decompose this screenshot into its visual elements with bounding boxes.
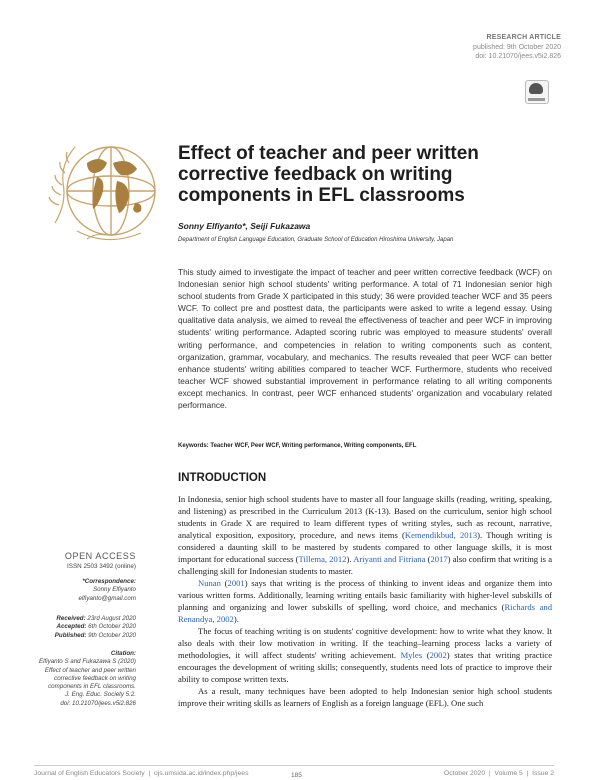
abstract: This study aimed to investigate the impact of teacher and peer written corrective feedback (WCF) on Indonesian senior high school students' writing performance. A total of 71 Indonesian senior high school students from Grade X participated in this study; 36 were provided teacher WCF and 35 peers WCF. To collect pre and posttest data, the participants were asked to write a legend essay. Using qualitative data analysis, we aimed to reveal the effectiveness of teacher and peer WCF in improving students' writing performance. Adapted scoring rubric was employed to measure students' overall writing performance, and competencies in relation to writing components such as content, organization, grammar, vocabulary, and mechanics. The results revealed that peer WCF can better enhance students' writing abilities compared to teacher WCF. Furthermore, students who received teacher WCF showed substantial improvement in performance relating to all writing components except mechanics. In contrast, peer WCF enhanced students' organization and vocabulary related performance. [178, 267, 552, 411]
article-title: Effect of teacher and peer written corrective feedback on writing components in EFL classrooms [178, 143, 479, 206]
footer-divider [34, 765, 554, 766]
article-header [473, 33, 561, 62]
correspondence-email[interactable]: elfiyanto@gmail.com [78, 594, 136, 602]
open-access-label: OPEN ACCESS [64, 551, 136, 561]
received-date: 23rd August 2020 [87, 615, 136, 622]
received-label: Received: [56, 615, 86, 622]
correspondence-label: *Correspondence: [82, 578, 136, 585]
correspondence-name: Sonny Elfiyanto [93, 586, 136, 594]
page-number: 185 [291, 772, 302, 779]
paragraph: Nunan (2001) says that writing is the process of thinking to invent ideas and organize them into various written forms. Additionally, learning writing entails basic familiarity with higher-level subskills of planning and organizing and lower subskills of spelling, word choice, and mechanics (Richards and Renandya, 2002). [178, 578, 552, 624]
footer-issue: October 2020 | Volume 5 | Issue 2 [443, 770, 554, 777]
citation-label: Citation: [110, 650, 136, 657]
citation-block: Citation: Elfiyanto S and Fukazawa S (2020) Effect of teacher and peer written corrective feedback on writing components in EFL classrooms. J. Eng. Educ. Society 5:2. doi: 10.21070/jees.v5i2.826 [39, 650, 136, 707]
paragraph: As a result, many techniques have been adopted to help Indonesian senior high school students improve their writing skills as learners of English as a foreign language (EFL). One such [178, 686, 552, 708]
citation-link[interactable]: 2001 [227, 578, 245, 588]
paragraph: The focus of teaching writing is on students' cognitive development: how to write what they know. It also deals with their low motivation in writing. If the teaching–learning process lacks a variety of methodologies, it will affect students' writing achievement. Myles (2002) states that writing practice encourages the development of writing skills; consequently, students need lots of practice to improve their ability to compose written texts. [178, 626, 553, 684]
issn: ISSN 2503 3492 (online) [67, 563, 136, 570]
body-text [178, 493, 552, 709]
citation-link[interactable]: 2017 [430, 554, 448, 564]
citation-link[interactable]: 2002 [429, 650, 447, 660]
doi: doi: 10.21070/jees.v5i2.826 [475, 53, 561, 60]
authors: Sonny Elfiyanto*, Seiji Fukazawa [178, 221, 311, 231]
globe-logo-icon [47, 133, 169, 251]
accepted-date: 6th October 2020 [88, 623, 136, 631]
affiliation: Department of English Language Education, Graduate School of Education Hiroshima University, Japan [178, 237, 454, 243]
keywords-label: Keywords: [178, 443, 209, 449]
accepted-label: Accepted: [56, 623, 87, 631]
citation-link[interactable]: Richards and Renandya, 2002 [178, 602, 552, 624]
correspondence-block [78, 578, 136, 603]
paragraph: In Indonesia, senior high school students have to master all four language skills (reading, writing, speaking, and listening) as prescribed in the Curriculum 2013 (K-13). Based on the curriculum, senior high school students in Grade X are required to learn different types of writing styles, such as recount, narrative, analytical exposition, expository, procedure, and news items (Kemendikbud, 2013). Though writing is considered a daunting skill to be mastered by students compared to other language skills, it is most important for educational success (Tillema, 2012). Ariyanti and Fitriana (2017) also confirm that writing is a challenging skill for Indonesian students to master. [178, 494, 553, 576]
citation-link[interactable]: Ariyanti and Fitriana [353, 554, 426, 564]
keywords [178, 443, 558, 449]
article-type: RESEARCH ARTICLE [486, 34, 561, 41]
footer-journal: Journal of English Educators Society | ojs.umsida.ac.id/index.php/jees [34, 770, 249, 777]
citation-link[interactable]: Kemendikbud, 2013 [404, 530, 478, 540]
citation-link[interactable]: Tillema, 2012 [298, 554, 347, 564]
citation-link[interactable]: Nunan [198, 578, 221, 588]
published-date-side: 9th October 2020 [88, 631, 136, 639]
citation-link[interactable]: Myles [400, 650, 423, 660]
crossmark-icon[interactable] [525, 80, 549, 104]
published-label: Published: [54, 631, 87, 639]
published-date: published: 9th October 2020 [473, 43, 561, 51]
section-heading: INTRODUCTION [178, 472, 267, 484]
dates-block [55, 615, 136, 640]
keywords-text: Teacher WCF, Peer WCF, Writing performance, Writing components, EFL [210, 443, 417, 449]
